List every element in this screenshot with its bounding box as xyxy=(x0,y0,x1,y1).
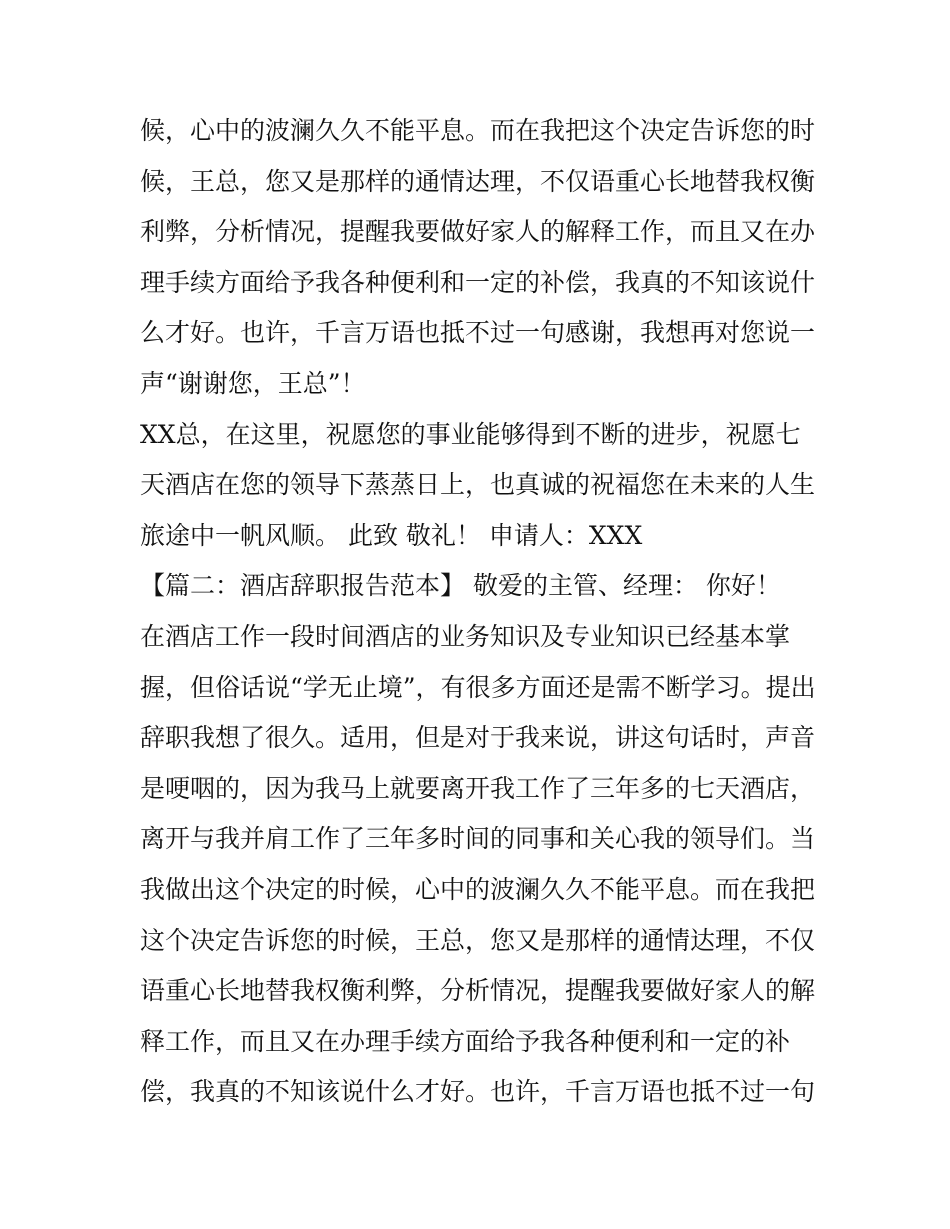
text-line: 是哽咽的，因为我马上就要离开我工作了三年多的七天酒店， xyxy=(140,773,816,803)
text-line: XX总，在这里，祝愿您的事业能够得到不断的进步，祝愿七 xyxy=(140,419,801,449)
text-line: 释工作，而且又在办理手续方面给予我各种便利和一定的补 xyxy=(140,1026,791,1056)
text-line: 这个决定告诉您的时候，王总，您又是那样的通情达理，不仅 xyxy=(140,925,816,955)
text-line: 语重心长地替我权衡利弊，分析情况，提醒我要做好家人的解 xyxy=(140,976,816,1006)
text-line: 在酒店工作一段时间酒店的业务知识及专业知识已经基本掌 xyxy=(140,621,791,651)
text-line: 天酒店在您的领导下蒸蒸日上，也真诚的祝福您在未来的人生 xyxy=(140,470,816,500)
text-line: 离开与我并肩工作了三年多时间的同事和关心我的领导们。当 xyxy=(140,824,816,854)
text-line: 么才好。也许，千言万语也抵不过一句感谢，我想再对您说一 xyxy=(140,318,816,348)
section-heading: 【篇二：酒店辞职报告范本】 敬爱的主管、经理： 你好！ xyxy=(140,571,781,601)
text-line: 我做出这个决定的时候，心中的波澜久久不能平息。而在我把 xyxy=(140,874,816,904)
text-line: 理手续方面给予我各种便利和一定的补偿，我真的不知该说什 xyxy=(140,267,816,297)
signature-line: 旅途中一帆风顺。 此致 敬礼！ 申请人：XXX xyxy=(140,520,643,550)
text-line: 候，心中的波澜久久不能平息。而在我把这个决定告诉您的时 xyxy=(140,116,816,145)
text-line: 声“谢谢您，王总”！ xyxy=(140,368,366,398)
text-line: 候，王总，您又是那样的通情达理，不仅语重心长地替我权衡 xyxy=(140,166,816,196)
text-line: 辞职我想了很久。适用，但是对于我来说，讲这句话时，声音 xyxy=(140,723,816,753)
text-line: 握，但俗话说“学无止境”，有很多方面还是需不断学习。提出 xyxy=(140,672,816,702)
text-line: 偿，我真的不知该说什么才好。也许，千言万语也抵不过一句 xyxy=(140,1077,816,1107)
text-line: 利弊，分析情况，提醒我要做好家人的解释工作，而且又在办 xyxy=(140,217,816,247)
document-body xyxy=(140,106,820,1118)
